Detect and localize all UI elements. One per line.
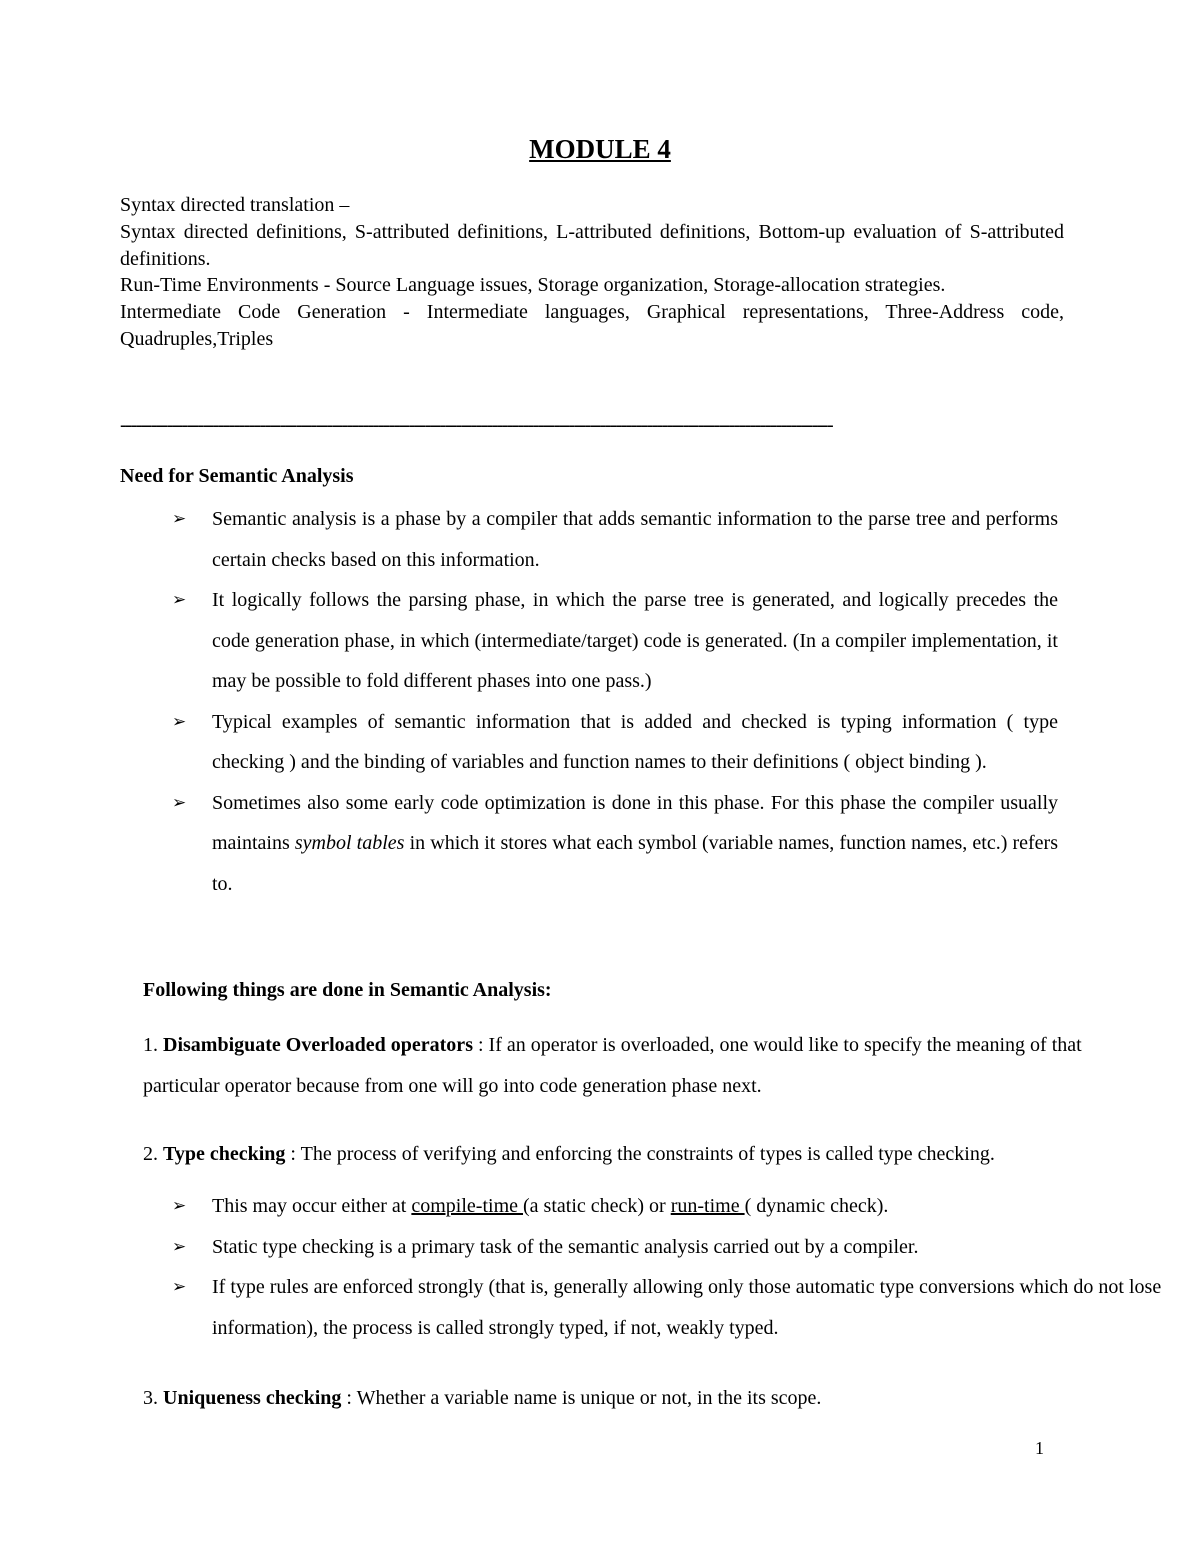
item-title: Uniqueness checking <box>163 1387 342 1409</box>
bullet-text: in which it stores what each symbol (variable names, function names, etc.) refers to. <box>212 832 1058 895</box>
syllabus-line: Intermediate Code Generation - Intermediate languages, Graphical representations, Three-Address code, Quadruples,Triples <box>120 301 1064 350</box>
numbered-item-1 <box>143 1025 1163 1106</box>
list-item <box>172 702 1058 783</box>
arrowhead-bullet-icon: ➢ <box>172 1236 187 1257</box>
arrowhead-bullet-icon: ➢ <box>172 711 187 732</box>
item-text: : Whether a variable name is unique or not, in the its scope. <box>341 1387 822 1409</box>
bullet-text: (a static check) or <box>523 1195 671 1217</box>
section-heading-things-done: Following things are done in Semantic Analysis: <box>143 979 552 1001</box>
item-number: 3. <box>143 1387 163 1409</box>
syllabus-line: Syntax directed translation – <box>120 194 350 216</box>
page-title: MODULE 4 <box>529 134 671 164</box>
item-title: Type checking <box>163 1143 286 1165</box>
item-number: 1. <box>143 1034 163 1056</box>
list-item <box>172 1227 1162 1268</box>
list-item <box>172 580 1058 702</box>
underlined-term: run-time <box>670 1195 745 1217</box>
syllabus-block <box>120 192 1064 353</box>
syllabus-line: Syntax directed definitions, S-attributed definitions, L-attributed definitions, Bottom-up evaluation of S-attributed definitions. <box>120 220 1064 270</box>
bullet-text: Static type checking is a primary task of the semantic analysis carried out by a compiler. <box>212 1235 919 1258</box>
syllabus-line: Run-Time Environments - Source Language issues, Storage organization, Storage-allocation strategies. <box>120 274 946 297</box>
arrowhead-bullet-icon: ➢ <box>172 1277 187 1297</box>
bullet-text: Typical examples of semantic information that is added and checked is typing information ( type checking ) and the binding of variables and function names to their definitions ( object binding ). <box>212 710 1058 773</box>
bullet-text: ( dynamic check). <box>744 1195 889 1217</box>
type-checking-bullet-list <box>172 1186 1162 1348</box>
item-number: 2. <box>143 1143 163 1165</box>
bullet-text: It logically follows the parsing phase, in which the parse tree is generated, and logically precedes the code generation phase, in which (intermediate/target) code is generated. (In a compiler implementation, it may be possible to fold different phases into one pass.) <box>212 589 1058 692</box>
arrowhead-bullet-icon: ➢ <box>172 590 187 610</box>
numbered-item-2 <box>143 1134 1163 1175</box>
underlined-term: compile-time <box>411 1195 524 1217</box>
item-title: Disambiguate Overloaded operators <box>163 1034 473 1056</box>
bullet-list <box>172 499 1058 904</box>
list-item <box>172 499 1058 580</box>
list-item <box>172 783 1058 905</box>
arrowhead-bullet-icon: ➢ <box>172 1196 187 1216</box>
page-number: 1 <box>1035 1438 1044 1458</box>
emphasis-symbol-tables: symbol tables <box>294 832 405 854</box>
dashed-divider: ------------------------------------------------------------------------------------------------------------------------------------------ <box>120 414 833 436</box>
bullet-text: Semantic analysis is a phase by a compiler that adds semantic information to the parse tree and performs certain checks based on this information. <box>212 508 1058 571</box>
list-item <box>172 1267 1162 1348</box>
list-item <box>172 1186 1162 1227</box>
bullet-text: Sometimes also some early code optimization is done in this phase. For this phase the compiler usually maintains <box>212 791 1058 854</box>
numbered-item-3 <box>143 1378 1163 1419</box>
item-text: : If an operator is overloaded, one would like to specify the meaning of that particular operator because from one will go into code generation phase next. <box>143 1034 1082 1097</box>
arrowhead-bullet-icon: ➢ <box>172 792 187 813</box>
bullet-text: This may occur either at <box>212 1195 412 1217</box>
arrowhead-bullet-icon: ➢ <box>172 509 187 529</box>
bullet-text: If type rules are enforced strongly (that is, generally allowing only those automatic type conversions which do not lose information), the process is called strongly typed, if not, weakly typed. <box>212 1276 1162 1339</box>
item-text: : The process of verifying and enforcing the constraints of types is called type checking. <box>285 1143 995 1165</box>
section-heading-semantic-analysis: Need for Semantic Analysis <box>120 465 354 487</box>
